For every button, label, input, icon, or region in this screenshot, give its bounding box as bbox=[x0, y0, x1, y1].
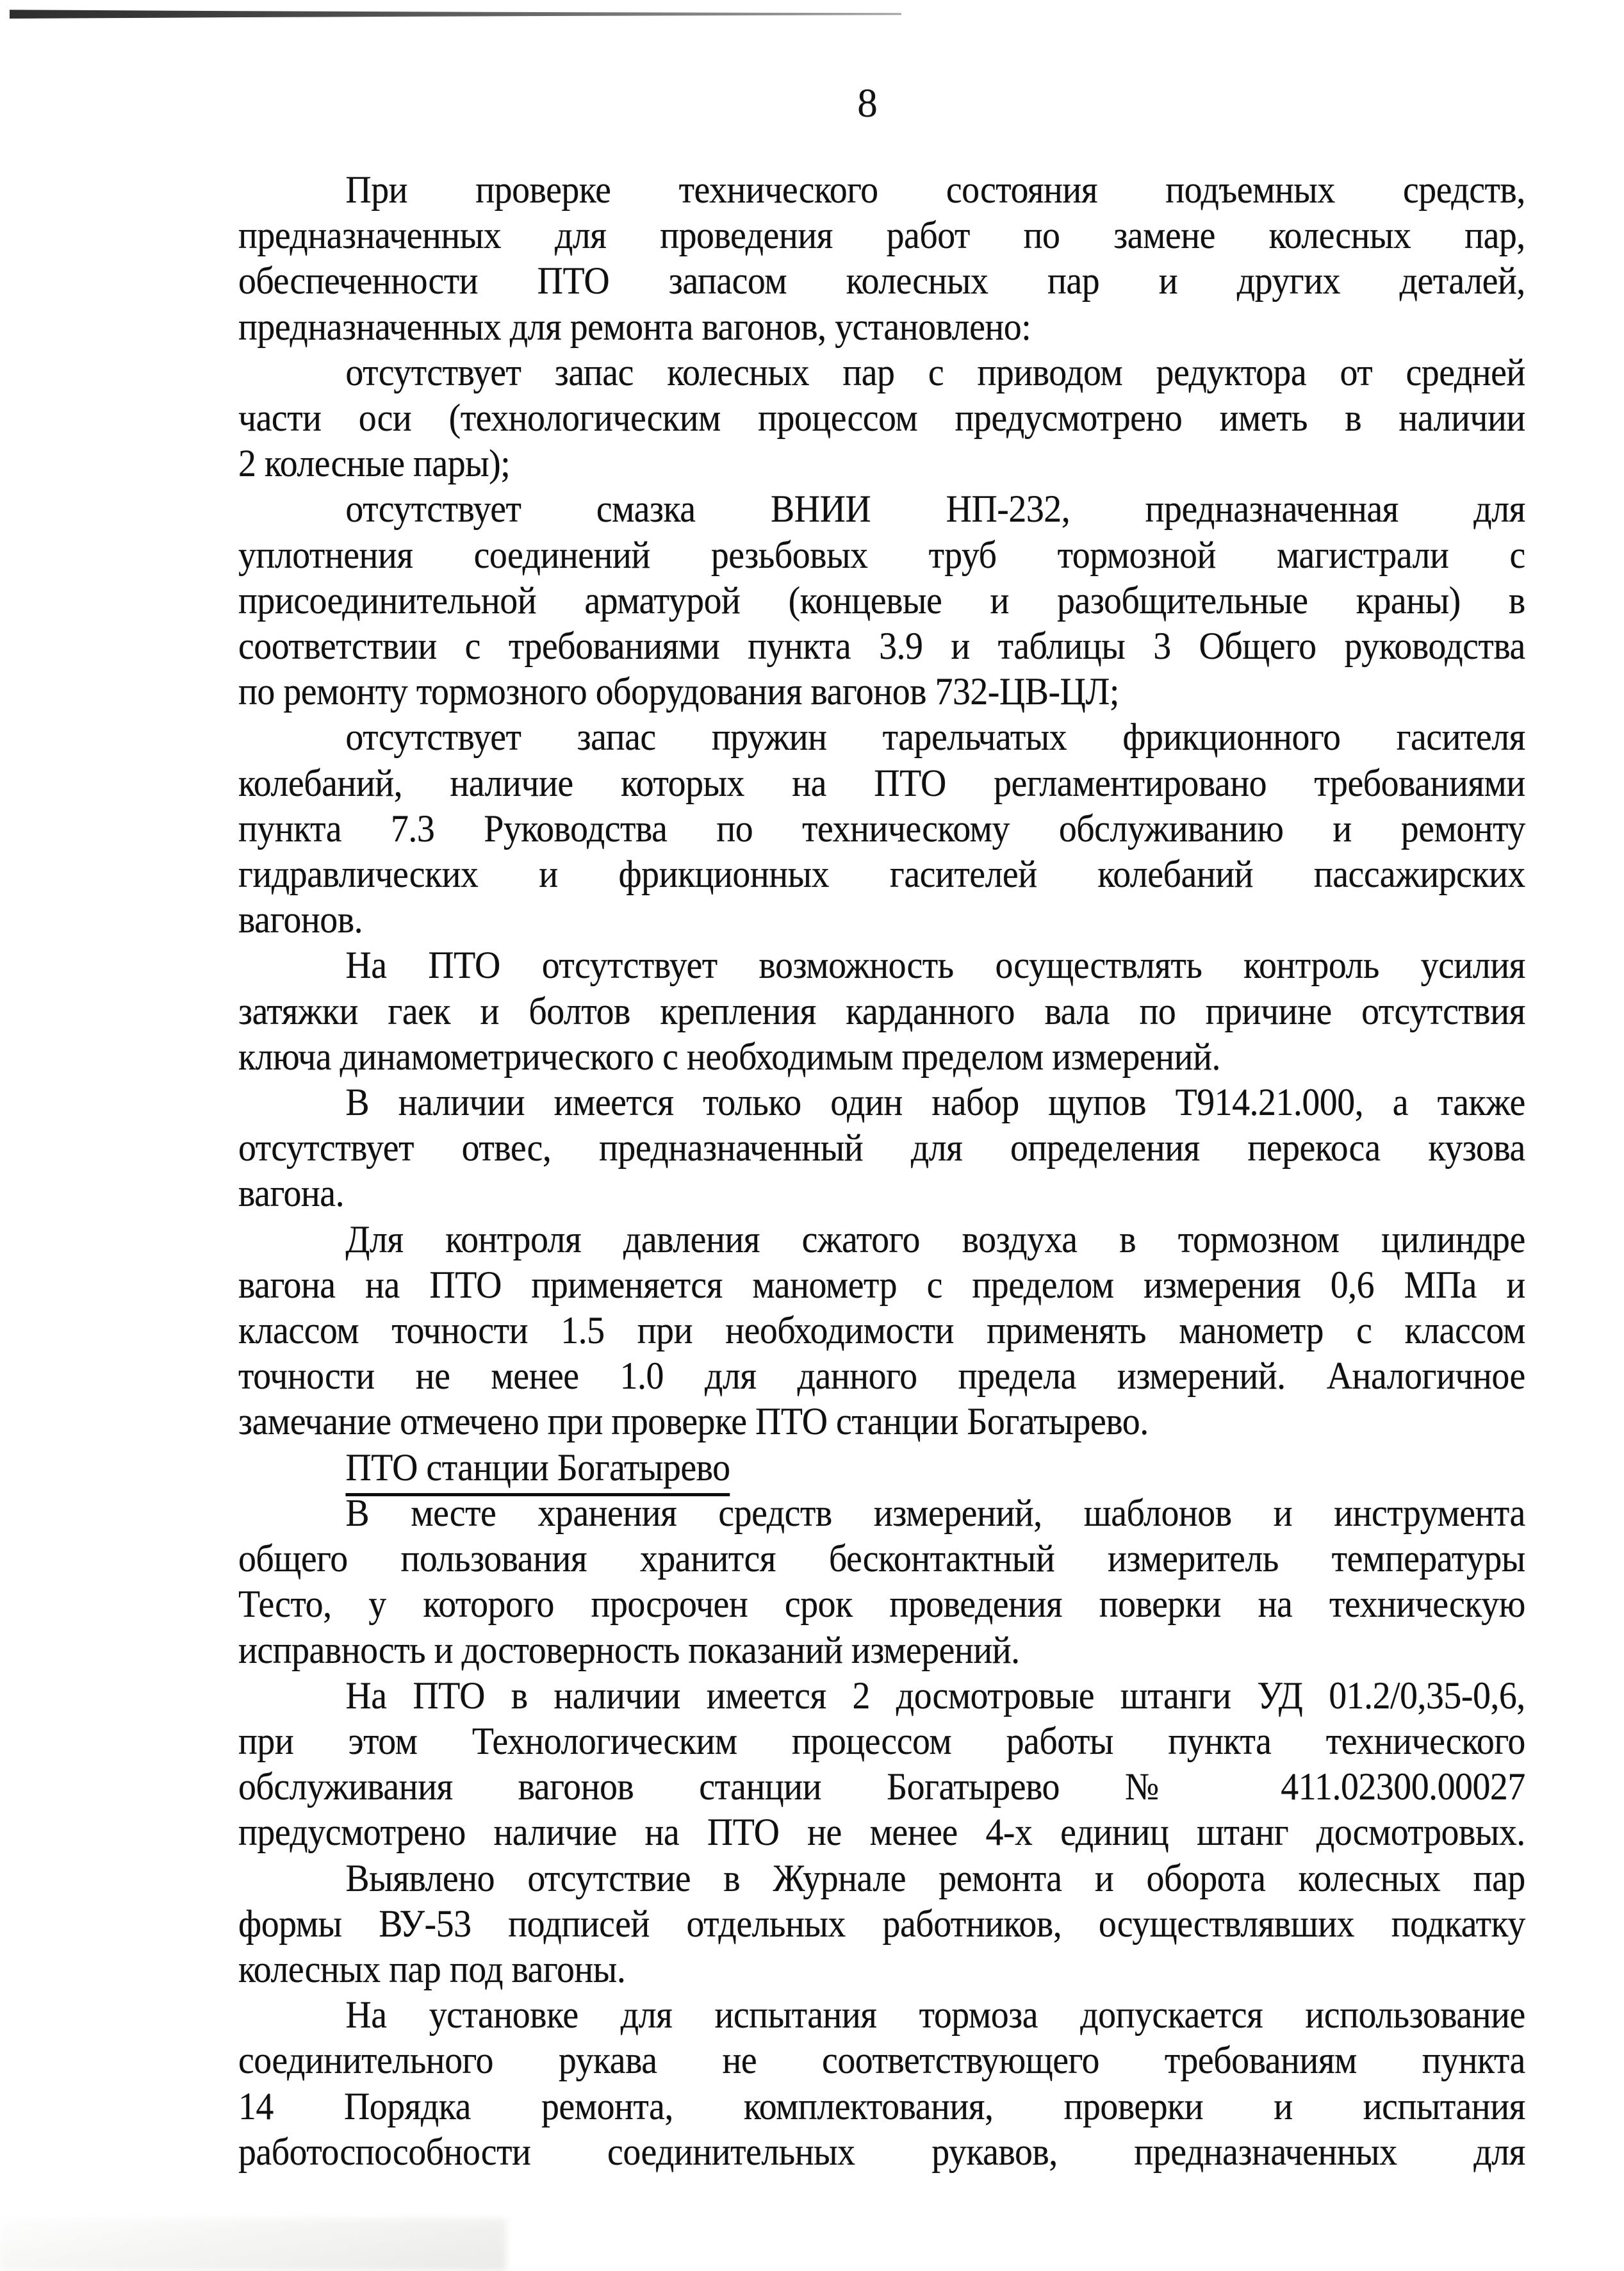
text-line: предназначенных для проведения работ по замене колесных пар, bbox=[238, 214, 1525, 257]
paragraph bbox=[238, 714, 1622, 943]
text-line: В наличии имеется только один набор щупов Т914.21.000, а также bbox=[345, 1081, 1525, 1124]
text-line: пункта 7.3 Руководства по техническому обслуживанию и ремонту bbox=[238, 807, 1525, 850]
paragraph bbox=[238, 486, 1622, 714]
text-line: работоспособности соединительных рукавов, предназначенных для bbox=[238, 2130, 1525, 2173]
text-line bbox=[238, 1445, 1525, 1491]
text-line: На ПТО отсутствует возможность осуществлять контроль усилия bbox=[345, 944, 1525, 987]
text-line: колесных пар под вагоны. bbox=[238, 1947, 626, 1990]
paragraph bbox=[238, 1992, 1622, 2175]
text-line: гидравлических и фрикционных гасителей колебаний пассажирских bbox=[238, 853, 1525, 896]
text-line: предназначенных для ремонта вагонов, установлено: bbox=[238, 305, 1031, 348]
paragraph bbox=[238, 167, 1622, 350]
text-line: отсутствует отвес, предназначенный для определения перекоса кузова bbox=[238, 1127, 1525, 1169]
text-line: общего пользования хранится бесконтактный измеритель температуры bbox=[238, 1537, 1525, 1580]
scan-artifact-top-line bbox=[10, 10, 901, 19]
text-line: части оси (технологическим процессом предусмотрено иметь в наличии bbox=[238, 397, 1525, 440]
text-line: ключа динамометрического с необходимым пределом измерений. bbox=[238, 1035, 1220, 1078]
text-line: вагона. bbox=[238, 1172, 345, 1215]
text-line: Для контроля давления сжатого воздуха в тормозном цилиндре bbox=[345, 1218, 1525, 1260]
text-line: отсутствует смазка ВНИИ НП-232, предназначенная для bbox=[345, 488, 1525, 531]
text-line: предусмотрено наличие на ПТО не менее 4-х единиц штанг досмотровых. bbox=[238, 1811, 1525, 1854]
text-line: 2 колесные пары); bbox=[238, 442, 511, 485]
paragraph bbox=[238, 1673, 1622, 1856]
section-heading bbox=[238, 1445, 1622, 1491]
text-line: На ПТО в наличии имеется 2 досмотровые штанги УД 01.2/0,35-0,6, bbox=[345, 1674, 1525, 1717]
text-line: вагона на ПТО применяется манометр с пределом измерения 0,6 МПа и bbox=[238, 1263, 1525, 1306]
paragraph bbox=[238, 1217, 1622, 1445]
text-line: обеспеченности ПТО запасом колесных пар и других деталей, bbox=[238, 260, 1525, 302]
text-line: присоединительной арматурой (концевые и разобщительные краны) в bbox=[238, 579, 1525, 622]
paragraph bbox=[238, 943, 1622, 1080]
text-line: по ремонту тормозного оборудования вагонов 732-ЦВ-ЦЛ; bbox=[238, 670, 1119, 713]
text-line: исправность и достоверность показаний измерений. bbox=[238, 1628, 1020, 1671]
text-line: Тесто, у которого просрочен срок проведения поверки на техническую bbox=[238, 1583, 1525, 1626]
text-line: классом точности 1.5 при необходимости применять манометр с классом bbox=[238, 1309, 1525, 1352]
underlined-heading-text: ПТО станции Богатырево bbox=[345, 1446, 730, 1496]
text-line: отсутствует запас пружин тарельчатых фрикционного гасителя bbox=[345, 716, 1525, 759]
text-line: обслуживания вагонов станции Богатырево № 411.02300.00027 bbox=[238, 1765, 1525, 1808]
text-line: уплотнения соединений резьбовых труб тормозной магистрали с bbox=[238, 533, 1525, 576]
text-line: При проверке технического состояния подъемных средств, bbox=[345, 169, 1525, 211]
document-body bbox=[238, 167, 1622, 2175]
text-line: Выявлено отсутствие в Журнале ремонта и оборота колесных пар bbox=[345, 1856, 1525, 1899]
scan-artifact-bottom-left bbox=[0, 2218, 506, 2271]
text-line: вагонов. bbox=[238, 898, 363, 941]
text-line: точности не менее 1.0 для данного предела измерений. Аналогичное bbox=[238, 1355, 1525, 1398]
text-line: соединительного рукава не соответствующего требованиям пункта bbox=[238, 2039, 1525, 2082]
paragraph bbox=[238, 350, 1622, 487]
paragraph bbox=[238, 1856, 1622, 1993]
text-line: соответствии с требованиями пункта 3.9 и таблицы 3 Общего руководства bbox=[238, 625, 1525, 668]
text-line: затяжки гаек и болтов крепления карданного вала по причине отсутствия bbox=[238, 989, 1525, 1032]
text-line: формы ВУ-53 подписей отдельных работников, осуществлявших подкатку bbox=[238, 1902, 1525, 1945]
text-line: В месте хранения средств измерений, шаблонов и инструмента bbox=[345, 1491, 1525, 1534]
paragraph bbox=[238, 1080, 1622, 1217]
page-number: 8 bbox=[857, 81, 878, 126]
text-line: 14 Порядка ремонта, комплектования, проверки и испытания bbox=[238, 2085, 1525, 2127]
text-line: колебаний, наличие которых на ПТО регламентировано требованиями bbox=[238, 761, 1525, 804]
text-line: отсутствует запас колесных пар с приводом редуктора от средней bbox=[345, 351, 1525, 393]
text-line: при этом Технологическим процессом работы пункта технического bbox=[238, 1719, 1525, 1762]
text-line: На установке для испытания тормоза допускается использование bbox=[345, 1994, 1525, 2036]
text-line: замечание отмечено при проверке ПТО станции Богатырево. bbox=[238, 1400, 1149, 1443]
paragraph bbox=[238, 1491, 1622, 1673]
